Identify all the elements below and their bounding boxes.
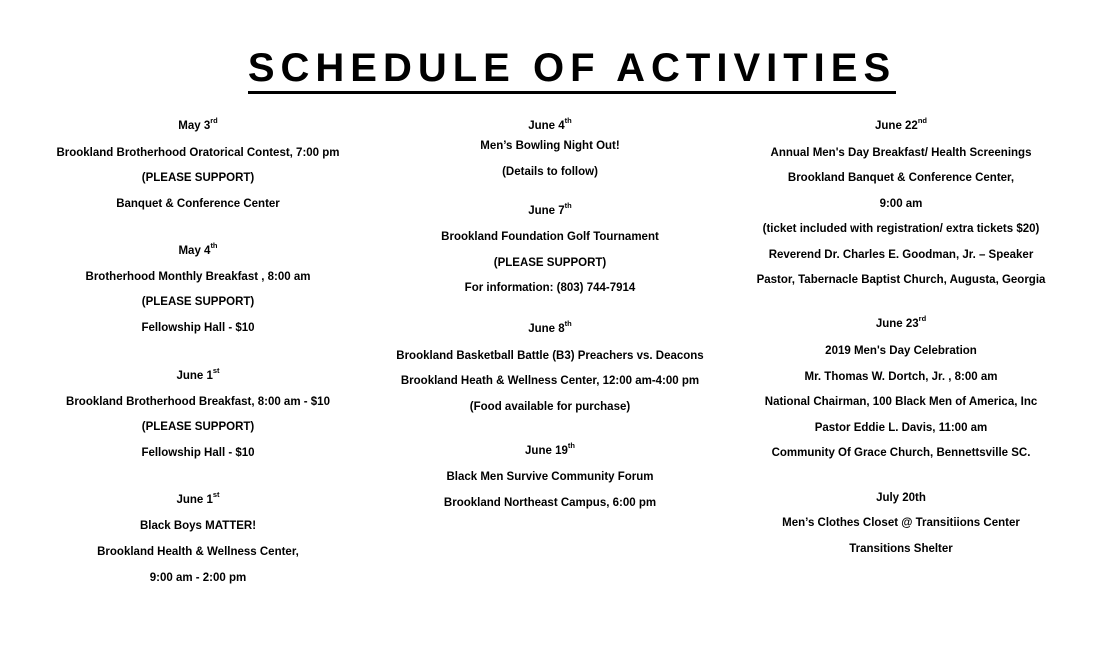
event-line: Brookland Banquet & Conference Center, <box>787 172 1015 184</box>
event-date: June 7th <box>528 201 572 217</box>
event-line: 2019 Men's Day Celebration <box>825 345 977 357</box>
event-date: June 22nd <box>875 116 927 132</box>
event-line: Fellowship Hall - $10 <box>141 447 255 459</box>
event-line: Men’s Bowling Night Out! <box>480 140 620 152</box>
event-line: Brookland Northeast Campus, 6:00 pm <box>443 497 657 509</box>
event-date: June 19th <box>525 441 575 457</box>
event-line: Black Boys MATTER! <box>139 520 257 532</box>
event-line: 9:00 am - 2:00 pm <box>149 572 247 584</box>
event-date: June 23rd <box>875 314 927 330</box>
event-date: June 1st <box>176 490 220 506</box>
event-date: June 8th <box>528 319 572 335</box>
page-title-text: SCHEDULE OF ACTIVITIES <box>248 45 896 94</box>
event-line: Brookland Brotherhood Breakfast, 8:00 am - $10 <box>66 396 330 408</box>
event-line: Brookland Foundation Golf Tournament <box>441 231 659 243</box>
event-line: Community Of Grace Church, Bennettsville SC. <box>771 447 1031 459</box>
event-line: (PLEASE SUPPORT) <box>141 172 255 184</box>
event-line: (ticket included with registration/ extra tickets $20) <box>762 223 1040 235</box>
event-line: Pastor, Tabernacle Baptist Church, Augusta, Georgia <box>756 274 1046 286</box>
event-line: Men’s Clothes Closet @ Transitiions Center <box>782 517 1020 529</box>
event-date: June 4th <box>528 116 572 132</box>
event-line: Brotherhood Monthly Breakfast , 8:00 am <box>85 271 311 283</box>
event-line: Reverend Dr. Charles E. Goodman, Jr. – Speaker <box>768 249 1034 261</box>
event-line: Annual Men's Day Breakfast/ Health Screenings <box>770 147 1032 159</box>
event-line: 9:00 am <box>879 198 923 210</box>
event-line: For information: (803) 744-7914 <box>464 282 636 294</box>
event-line: Brookland Health & Wellness Center, <box>97 546 299 558</box>
event-line: Brookland Heath & Wellness Center, 12:00 am-4:00 pm <box>400 375 700 387</box>
event-line: Fellowship Hall - $10 <box>141 322 255 334</box>
event-line: Black Men Survive Community Forum <box>446 471 654 483</box>
page-title <box>0 44 1100 94</box>
event-date: June 1st <box>176 366 220 382</box>
event-line: (PLEASE SUPPORT) <box>493 257 607 269</box>
event-line: Transitions Shelter <box>849 543 953 555</box>
event-line: (PLEASE SUPPORT) <box>141 296 255 308</box>
event-line: National Chairman, 100 Black Men of America, Inc <box>764 396 1038 408</box>
event-line: Pastor Eddie L. Davis, 11:00 am <box>814 422 988 434</box>
event-date: July 20th <box>876 492 926 504</box>
event-line: (Details to follow) <box>502 166 598 178</box>
event-date: May 3rd <box>178 116 218 132</box>
event-date: May 4th <box>178 241 218 257</box>
event-line: Brookland Brotherhood Oratorical Contest, 7:00 pm <box>56 147 340 159</box>
event-line: (Food available for purchase) <box>469 401 631 413</box>
event-line: (PLEASE SUPPORT) <box>141 421 255 433</box>
event-line: Brookland Basketball Battle (B3) Preachers vs. Deacons <box>396 350 704 362</box>
event-line: Mr. Thomas W. Dortch, Jr. , 8:00 am <box>804 371 998 383</box>
event-line: Banquet & Conference Center <box>116 198 280 210</box>
